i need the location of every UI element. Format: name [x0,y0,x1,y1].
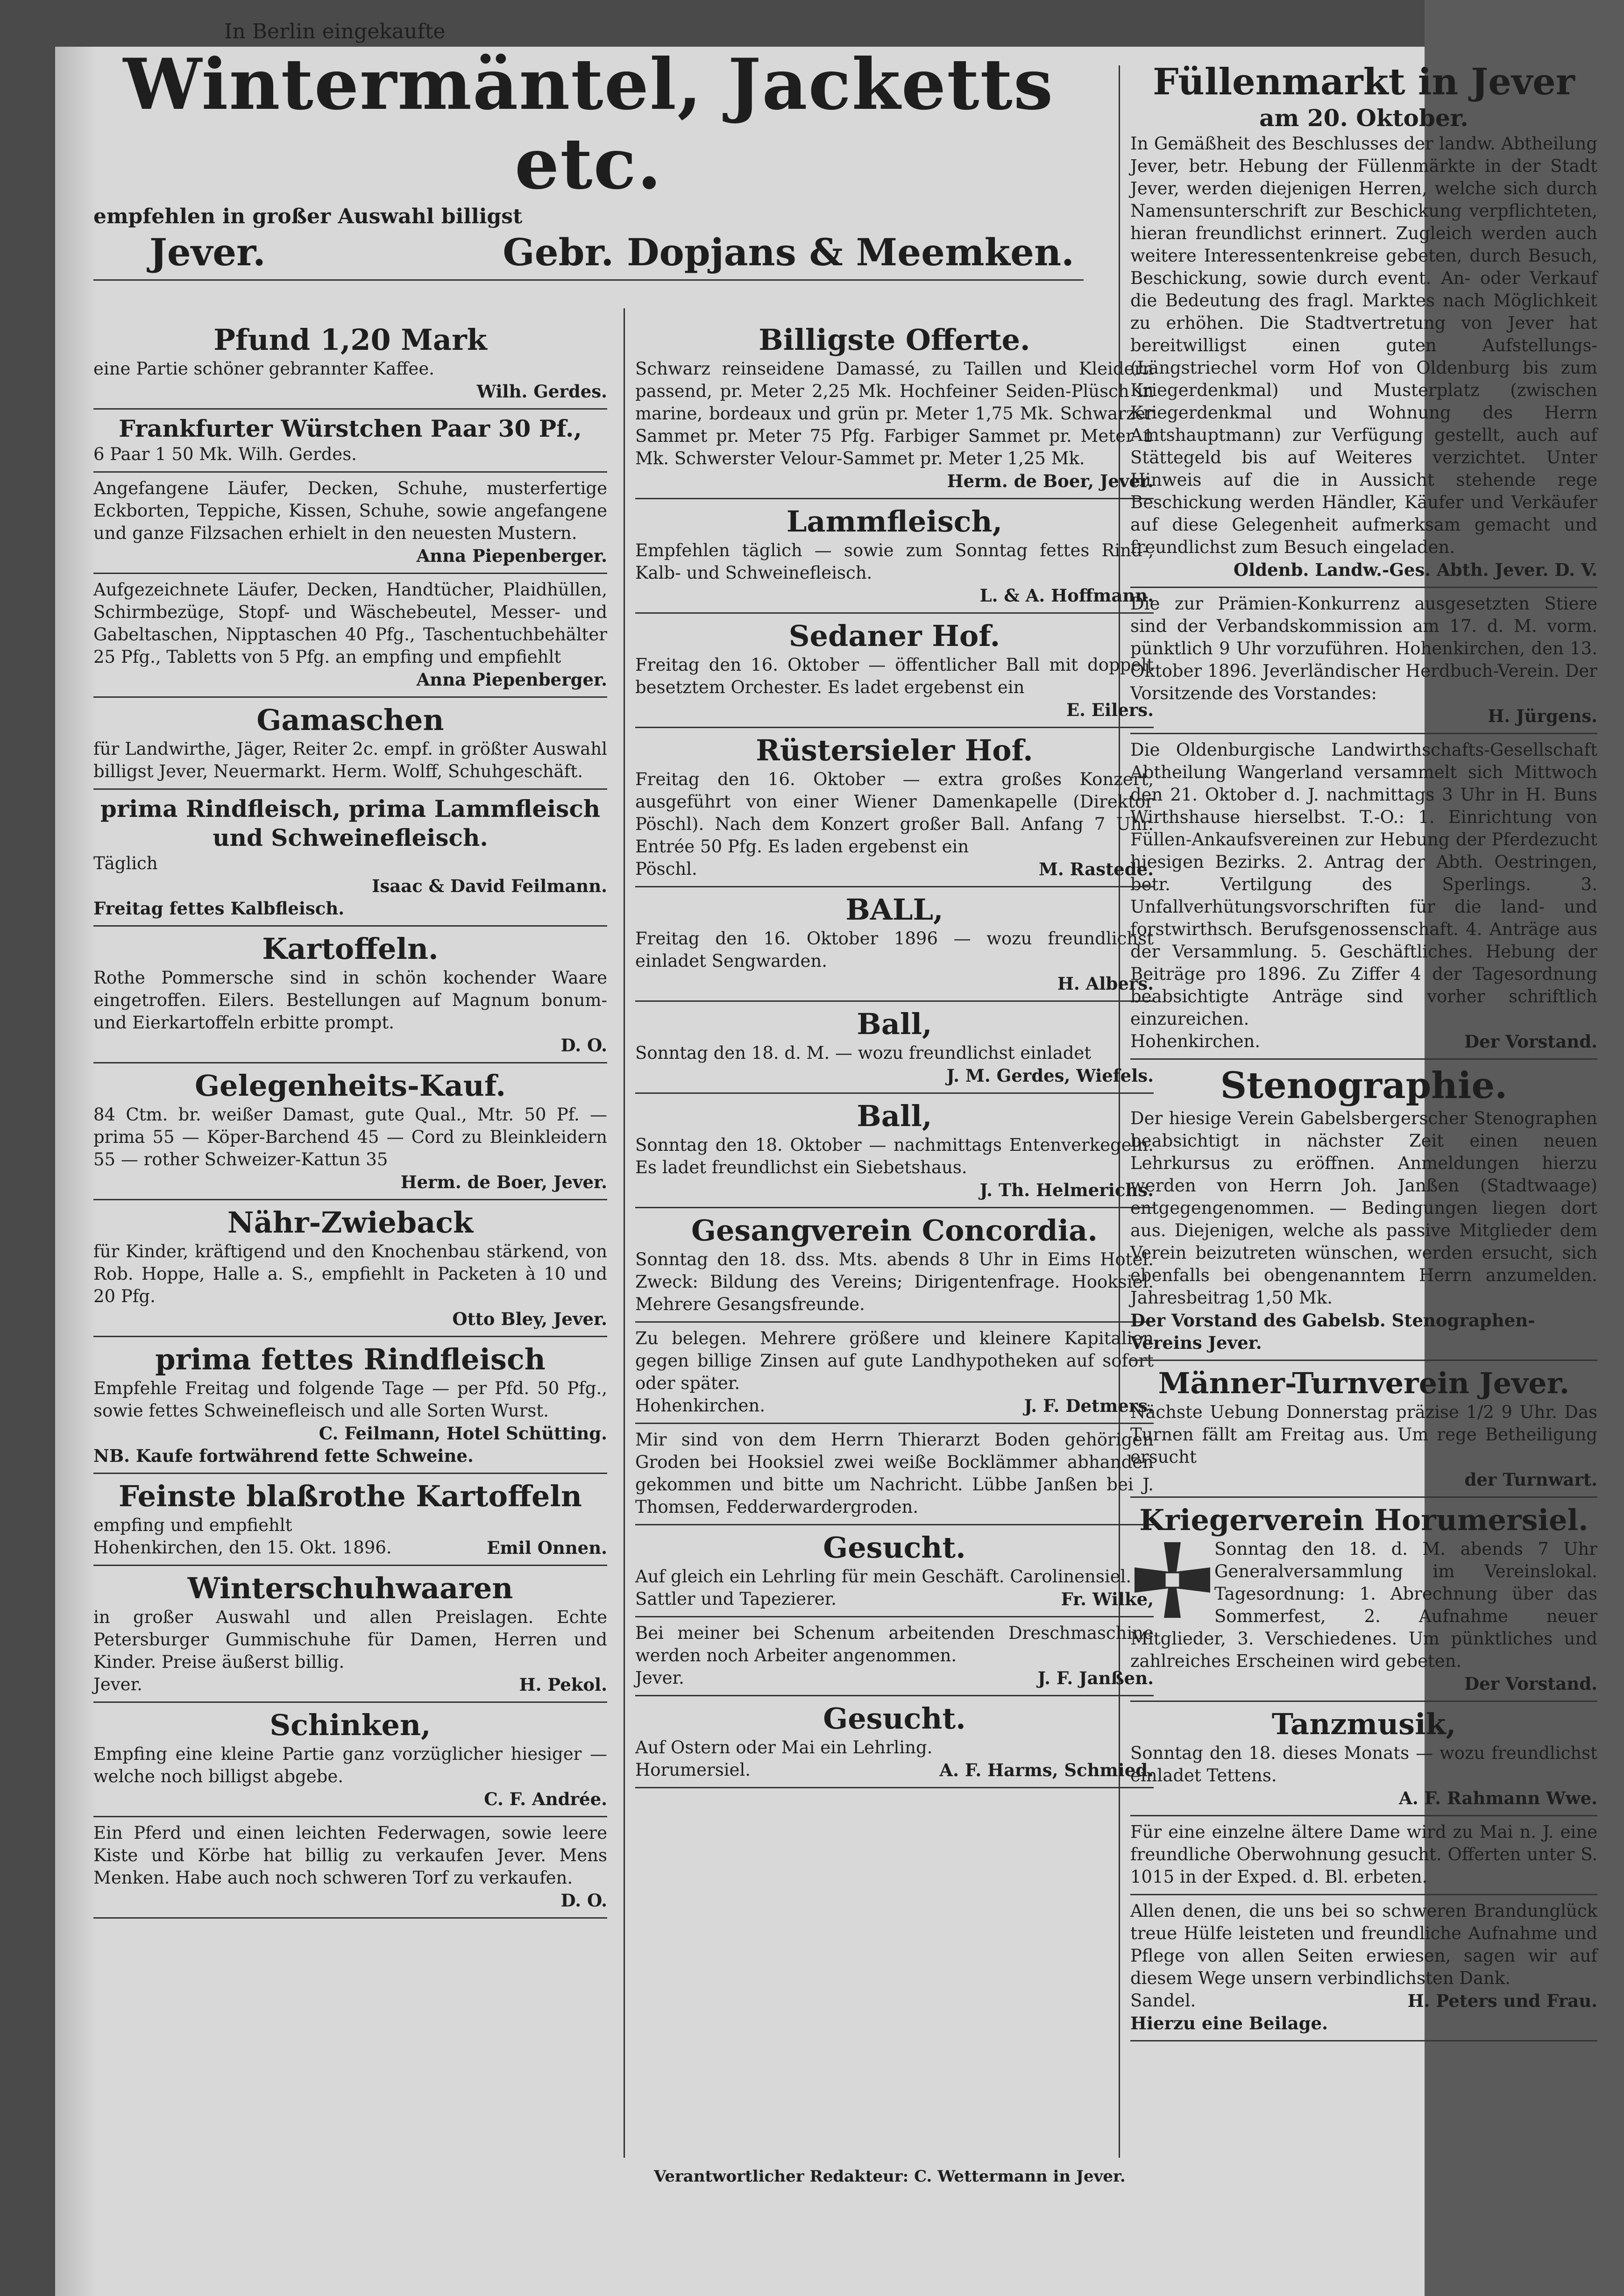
ad-text: Der hiesige Verein Gabelsbergerscher Stenographen beabsichtigt in nächster Zeit einen neuen Lehrkursus zu eröffnen. Anmeldungen hierzu werden von Herrn Joh. Janßen (Stadtwaage) entgegengenommen. — Bedingungen liegen dort aus. Diejenigen, welche als passive Mitglieder dem Verein beizutreten wünschen, werden ersucht, sich ebenfalls bei obengenanntem Herrn anzumelden. Jahresbeitrag 1,50 Mk. [1130,1108,1597,1308]
ad-dresch [635,1617,1154,1696]
ad-text: Empfehlen täglich — sowie zum Sonntag fettes Rind-, Kalb- und Schweinefleisch. [635,540,1154,583]
ad-text: eine Partie schöner gebrannter Kaffee. [93,359,434,379]
ad-wuerstchen [93,410,607,473]
ad-text: Auf gleich ein Lehrling für mein Geschäft. Carolinensiel. [635,1566,1132,1587]
ad-text: Sonntag den 18. d. M. — wozu freundlichst einladet [635,1043,1092,1063]
ad-text: Freitag den 16. Oktober 1896 — wozu freundlichst einladet Sengwarden. [635,928,1154,971]
ad-text: Empfehle Freitag und folgende Tage — per Pfd. 50 Pfg., sowie fettes Schweinefleisch und alle Sorten Wurst. [93,1378,607,1421]
ad-ball2 [635,1002,1154,1094]
ad-text: Sonntag den 18. dss. Mts. abends 8 Uhr in Eims Hotel. Zweck: Bildung des Vereins; Dirigentenfrage. Hooksiel. Mehrere Gesangsfreunde. [635,1249,1154,1314]
ad-ruester [635,728,1154,887]
ad-signature: Herm. de Boer, Jever. [947,471,1154,491]
ad-signature: H. Pekol. [519,1674,607,1695]
ad-heading: Gesangverein Concordia. [691,1213,1098,1247]
ad-steno [1130,1060,1597,1361]
ad-place: Hohenkirchen. [1130,1031,1261,1051]
ad-heading: prima fettes Rindfleisch [155,1342,546,1376]
ad-signature: der Turnwart. [1464,1469,1597,1490]
ad-place: Sandel. [1130,1991,1196,2011]
ad-text: Rothe Pommersche sind in schön kochender Waare eingetroffen. Eilers. Bestellungen auf Magnum bonum- und Eierkartoffeln erbitte prompt. [93,968,607,1033]
ad-signature: M. Rastede. [1038,859,1154,879]
ad-signature: Der Vorstand des Gabelsb. Stenographen-Vereins Jever. [1130,1310,1535,1353]
ad-text: für Kinder, kräftigend und den Knochenbau stärkend, von Rob. Hoppe, Halle a. S., empfiehlt in Packeten à 10 und 20 Pfg. [93,1241,607,1306]
ad-text: Freitag den 16. Oktober — öffentlicher Ball mit doppelt besetztem Orchester. Es ladet ergebenst ein [635,655,1154,697]
ad-aufgezeichnet [93,574,607,698]
ad-fettes [93,1337,607,1474]
ad-signature: D. O. [560,1035,607,1056]
ad-text: Ein Pferd und einen leichten Federwagen, sowie leere Kiste und Körbe hat billig zu verkaufen Jever. Mens Menken. Habe auch noch schweren Torf zu verkaufen. [93,1823,607,1888]
ad-text: Angefangene Läufer, Decken, Schuhe, musterfertige Eckborten, Teppiche, Kissen, Schuhe, sowie angefangene und ganze Filzsachen erhielt in den neuesten Mustern. [93,478,607,543]
ad-schinken [93,1703,607,1817]
ad-concordia [635,1208,1154,1323]
ad-signature: J. Th. Helmerichs. [979,1180,1154,1200]
ad-laeufer [93,473,607,574]
ad-heading: Pfund 1,20 Mark [213,323,487,357]
ad-heading: Nähr-Zwieback [227,1205,474,1240]
ad-text: 6 Paar 1 50 Mk. Wilh. Gerdes. [93,444,357,464]
ad-place: Sattler und Tapezierer. [635,1589,837,1609]
ad-heading: BALL, [845,893,943,927]
ad-turn [1130,1361,1597,1498]
header-place: Jever. [149,230,266,274]
ad-signature: J. F. Detmers. [1024,1396,1154,1416]
ad-signature: L. & A. Hoffmann. [979,585,1154,606]
iron-cross-icon [1130,1538,1214,1622]
ad-heading: Kartoffeln. [262,932,439,966]
ad-text: Schwarz reinseidene Damassé, zu Taillen und Kleidern passend, pr. Meter 2,25 Mk. Hochfeiner Seiden-Plüsch in marine, bordeaux und grün pr. Meter 1,75 Mk. Schwarzer Sammet pr. Meter 75 Pfg. Farbiger Sammet pr. Meter 1 Mk. Schwerster Velour-Sammet pr. Meter 1,25 Mk. [635,359,1154,468]
ad-heading: Billigste Offerte. [759,323,1030,357]
ad-place: Jever. [93,1674,142,1694]
ad-signature: Isaac & David Feilmann. [372,876,607,896]
ad-signature: A. F. Rahmann Wwe. [1399,1788,1597,1808]
ad-signature: J. M. Gerdes, Wiefels. [946,1065,1154,1086]
ad-heading: Sedaner Hof. [788,619,1000,653]
ad-signature: Anna Piepenberger. [416,669,607,690]
ad-kartoffeln [93,927,607,1063]
ad-gesucht1 [635,1525,1154,1617]
ad-text: Die Oldenburgische Landwirthschafts-Gesellschaft Abtheilung Wangerland versammelt sich Mittwoch den 21. Oktober d. J. nachmittags 3 Uhr in H. Buns Wirthshause hierselbst. T.-O.: 1. Einrichtung von Füllen-Ankaufsvereinen zur Hebung der Pferdezucht hiesigen Bezirks. 2. Antrag der Abth. Oestringen, betr. Vertilgung des Sperlings. 3. Unfallverhütungsvorschriften für die land- und forstwirthsch. Berufsgenossenschaft. 4. Anträge aus der Versammlung. 5. Geschäftliches. Hebung der Beiträge pro 1896. Zu Ziffer 4 der Tagesordnung beabsichtigte Anträge sind vorher schriftlich einzureichen. [1130,740,1597,1029]
ad-signature: Emil Onnen. [487,1538,607,1558]
ad-signature: Herm. de Boer, Jever. [400,1172,607,1192]
ad-text: Täglich [93,853,158,873]
ad-text: Für eine einzelne ältere Dame wird zu Mai n. J. eine freundliche Oberwohnung gesucht. Offerten unter S. 1015 in der Exped. d. Bl. erbeten. [1130,1822,1597,1887]
ad-heading: Füllenmarkt in Jever [1153,61,1575,103]
ad-heading: Frankfurter Würstchen Paar 30 Pf., [119,415,582,442]
ad-signature: Wilh. Gerdes. [476,381,607,402]
ad-heading: Gelegenheits-Kauf. [195,1069,506,1103]
ad-text: Allen denen, die uns bei so schweren Brandunglück treue Hülfe leisteten und freundliche Aufnahme und Pflege von allen Seiten erwiesen, sagen wir auf diesem Wege unsern verbindlichsten Dank. [1130,1901,1597,1988]
ad-heading: Männer-Turnverein Jever. [1158,1366,1570,1400]
ad-signature: Otto Bley, Jever. [452,1309,607,1329]
ad-signature: A. F. Harms, Schmied. [939,1760,1154,1780]
ad-heading: Feinste blaßrothe Kartoffeln [119,1479,582,1513]
ad-lamm [635,499,1154,614]
ad-heading: Schinken, [269,1708,431,1742]
ad-heading: Gesucht. [823,1701,966,1736]
ad-heading: Gamaschen [256,703,444,737]
ad-place: Hohenkirchen, den 15. Okt. 1896. [93,1538,392,1558]
header-line1: In Berlin eingekaufte [224,20,446,43]
column-1 [93,318,607,1919]
ad-text: Freitag den 16. Oktober — extra großes Konzert, ausgeführt von einer Wiener Damenkapelle (Direktor Pöschl). Nach dem Konzert großer Ball. Anfang 7 Uhr. Entrée 50 Pfg. Es laden ergebenst ein [635,769,1154,857]
header-line2: empfehlen in großer Auswahl billigst [93,205,523,228]
page-edge [55,47,97,2296]
ad-heading: Rüstersieler Hof. [756,733,1033,767]
ad-landw [1130,734,1597,1060]
ad-text: Sonntag den 18. dieses Monats — wozu freundlichst einladet Tettens. [1130,1743,1597,1786]
ad-signature: Der Vorstand. [1464,1031,1597,1052]
ad-signature: H. Peters und Frau. [1407,1991,1597,2011]
ad-signature: Oldenb. Landw.-Ges. Abth. Jever. D. V. [1233,560,1597,580]
ad-gamaschen [93,698,607,790]
ad-feinste [93,1474,607,1566]
ad-signature: Der Vorstand. [1464,1673,1597,1694]
ad-text: 84 Ctm. br. weißer Damast, gute Qual., Mtr. 50 Pf. — prima 55 — Köper-Barchend 45 — Cord zu Bleinkleidern 55 — rother Schweizer-Kattun 35 [93,1105,607,1169]
ad-fuellen [1130,56,1597,588]
ad-rindfleisch [93,790,607,927]
header-ad [93,19,1084,281]
ad-tanz [1130,1702,1597,1816]
ad-footnote: Hierzu eine Beilage. [1130,2013,1328,2034]
column-rule-1 [624,308,625,2158]
ad-text: Auf Ostern oder Mai ein Lehrling. [635,1737,933,1757]
ad-place: Jever. [635,1668,684,1688]
ad-text: Empfing eine kleine Partie ganz vorzüglicher hiesiger — welche noch billigst abgebe. [93,1744,607,1786]
ad-heading: prima Rindfleisch, prima Lammfleisch und Schweinefleisch. [100,795,601,851]
ad-dank [1130,1895,1597,2041]
column-2 [635,318,1154,1788]
ad-heading: Lammfleisch, [786,504,1003,539]
ad-dame [1130,1816,1597,1895]
ad-offerte [635,318,1154,499]
ad-heading: Ball, [857,1007,932,1041]
ad-signature: Anna Piepenberger. [416,546,607,566]
ad-place: Horumersiel. [635,1760,751,1780]
ad-text: in großer Auswahl und allen Preislagen. Echte Petersburger Gummischuhe für Damen, Herren und Kinder. Preise äußerst billig. [93,1607,607,1672]
ad-text: In Gemäßheit des Beschlusses der landw. Abtheilung Jever, betr. Hebung der Füllenmärkte in der Stadt Jever, werden diejenigen Herren, welche sich durch Namensunterschrift zur Beschickung verpflichteten, hieran freundlichst erinnert. Zugleich werden auch weitere Interessentenkreise gebeten, durch Besuch, Beschickung, sowie durch event. An- oder Verkauf die Bedeutung des fragl. Marktes nach Möglichkeit zu erhöhen. Die Stadtvertretung von Jever hat bereitwilligst einen guten Aufstellungs-(Längstriechel vorm Hof von Oldenburg bis zum Kriegerdenkmal) und Musterplatz (zwischen Kriegerdenkmal und Wohnung des Herrn Amtshauptmann) zur Verfügung gestellt, auch auf Stättegeld bis auf Weiteres verzichtet. Unter Hinweis auf die in Aussicht stehende rege Beschickung werden Händler, Käufer und Verkäufer auf diese Gelegenheit aufmerksam gemacht und freundlichst zum Besuch eingeladen. [1130,134,1597,557]
ad-text: für Landwirthe, Jäger, Reiter 2c. empf. in größter Auswahl billigst Jever, Neuermarkt. Herm. Wolff, Schuhgeschäft. [93,739,607,781]
ad-text: empfing und empfiehlt [93,1515,292,1535]
ad-ball3 [635,1094,1154,1208]
editor-line: Verantwortlicher Redakteur: C. Wettermann in Jever. [654,2167,1126,2186]
header-firm: Gebr. Dopjans & Meemken. [503,230,1074,274]
ad-text: Sonntag den 18. Oktober — nachmittags Entenverkegeln. Es ladet freundlichst ein Siebetshaus. [635,1135,1154,1177]
ad-zwieback [93,1200,607,1337]
ad-ball1 [635,887,1154,1002]
ad-signature: D. O. [560,1890,607,1911]
ad-text: Sonntag den 18. d. M. abends 7 Uhr Generalversammlung im Vereinslokal. Tagesordnung: 1. Abrechnung über das Sommerfest, 2. Aufnahme neuer Mitglieder, 3. Verschiedenes. Um pünktliches und zahlreiches Erscheinen wird gebeten. [1130,1539,1597,1671]
ad-text: Aufgezeichnete Läufer, Decken, Handtücher, Plaidhüllen, Schirmbezüge, Stopf- und Wäschebeutel, Messer- und Gabeltaschen, Nipptaschen 40 Pfg., Taschentuchbehälter 25 Pfg., Tabletts von 5 Pfg. an empfing und empfiehlt [93,580,607,667]
ad-gesucht2 [635,1696,1154,1788]
ad-signature: E. Eilers. [1066,700,1154,720]
ad-pferd [93,1817,607,1919]
ad-heading: Winterschuhwaaren [187,1571,513,1605]
ad-pfund [93,318,607,410]
ad-text: Mir sind von dem Herrn Thierarzt Boden gehörigen Groden bei Hooksiel zwei weiße Bocklämmer abhanden gekommen und bitte um Nachricht. Lübbe Janßen bei J. Thomsen, Fedderwardergroden. [635,1430,1154,1517]
ad-sedaner [635,614,1154,728]
ad-heading: Kriegerverein Horumersiel. [1139,1503,1589,1537]
ad-footnote: Freitag fettes Kalbfleisch. [93,898,345,919]
ad-heading: Tanzmusik, [1271,1707,1456,1741]
ad-place: Pöschl. [635,859,697,879]
ad-signature: J. F. Janßen. [1037,1668,1154,1688]
ad-krieger [1130,1498,1597,1702]
ad-place: Hohenkirchen. [635,1396,766,1416]
ad-heading: Ball, [857,1099,932,1133]
ad-text: Nächste Uebung Donnerstag präzise 1/2 9 Uhr. Das Turnen fällt am Freitag aus. Um rege Betheiligung ersucht [1130,1402,1597,1467]
ad-footnote: NB. Kaufe fortwährend fette Schweine. [93,1446,474,1466]
ad-heading: Stenographie. [1220,1064,1508,1107]
ad-gelegenheit [93,1063,607,1200]
ad-signature: C. F. Andrée. [484,1789,607,1809]
ad-signature: Fr. Wilke, [1061,1589,1154,1609]
ad-text: Die zur Prämien-Konkurrenz ausgesetzten Stiere sind der Verbandskommission am 17. d. M. vorm. pünktlich 9 Uhr vorzuführen. Hohenkirchen, den 13. Oktober 1896. Jeverländischer Herdbuch-Verein. Der Vorsitzende des Vorstandes: [1130,594,1597,703]
ad-signature: H. Albers. [1057,973,1154,994]
ad-signature: C. Feilmann, Hotel Schütting. [319,1423,607,1444]
ad-text: Zu belegen. Mehrere größere und kleinere Kapitalien gegen billige Zinsen auf gute Landhypotheken auf sofort oder später. [635,1328,1154,1393]
ad-subheading: am 20. Oktober. [1259,104,1468,132]
ad-belegen [635,1323,1154,1424]
ad-heading: Gesucht. [823,1531,966,1565]
ad-stiere [1130,588,1597,734]
header-title: Wintermäntel, Jacketts etc. [123,43,1054,205]
ad-winterschuh [93,1566,607,1703]
ad-signature: H. Jürgens. [1488,706,1597,726]
ad-text: Bei meiner bei Schenum arbeitenden Dreschmaschine werden noch Arbeiter angenommen. [635,1623,1154,1665]
ad-bockl [635,1424,1154,1525]
column-3 [1130,56,1597,2041]
